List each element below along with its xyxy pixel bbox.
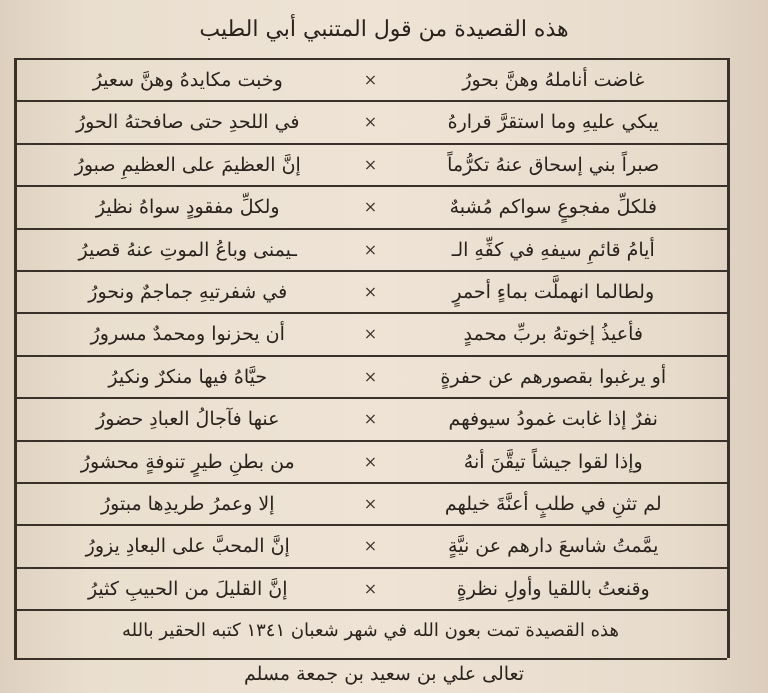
hemistich-separator: × (363, 409, 378, 429)
hemistich-separator: × (363, 451, 378, 471)
verse-row (14, 270, 727, 312)
poem-title: هذه القصيدة من قول المتنبي أبي الطيب (199, 17, 569, 42)
second-hemistich: في اللحدِ حتى صافحتهُ الحورُ (75, 111, 300, 134)
verse-row (14, 355, 727, 397)
verse-row (14, 228, 727, 270)
verse-row (14, 397, 727, 439)
verse-row (14, 567, 727, 609)
second-hemistich: في شفرتيهِ جماجمٌ ونحورُ (88, 281, 288, 303)
hemistich-separator: × (363, 494, 378, 513)
second-hemistich: إنَّ القليلَ من الحبيبِ كثيرُ (87, 577, 288, 600)
first-hemistich: ولطالما انهملَّت بماءٍ أحمرٍ (452, 281, 655, 303)
hemistich-separator: × (363, 536, 378, 556)
hemistich-separator: × (363, 282, 378, 301)
verse-row (14, 440, 727, 482)
verse-row (14, 58, 727, 100)
second-hemistich: إنَّ العظيمَ على العظيمِ صبورُ (74, 153, 301, 176)
verse-row (14, 100, 727, 142)
first-hemistich: أيامُ قائمِ سيفهِ في كفِّهِ الـ (451, 238, 655, 261)
verse-row (14, 312, 727, 354)
first-hemistich: صبراً بني إسحاق عنهُ تكرُّماً (447, 153, 660, 176)
second-hemistich: إلا وعمرُ طريدِها مبتورُ (100, 493, 275, 515)
hemistich-separator: × (363, 239, 378, 259)
second-hemistich: أن يحزنوا ومحمدٌ مسرورُ (90, 323, 285, 346)
verse-row (14, 482, 727, 524)
hemistich-separator: × (363, 366, 378, 386)
first-hemistich: أو يرغبوا بقصورهم عن حفرةٍ (440, 365, 667, 388)
first-hemistich: وقنعتُ باللقيا وأولِ نظرةٍ (456, 577, 650, 600)
hemistich-separator: × (363, 578, 378, 598)
second-hemistich: عنها فآجالُ العبادِ حضورُ (96, 408, 280, 431)
first-hemistich: فأعيذُ إخوتهُ بربِّ محمدٍ (463, 323, 643, 346)
first-hemistich: نفرٌ إذا غابت غمودُ سيوفهم (448, 408, 658, 431)
first-hemistich: غاضت أناملهُ وهنَّ بحورُ (462, 69, 645, 91)
hemistich-separator: × (363, 70, 378, 89)
second-hemistich: وخبت مكايدهُ وهنَّ سعيرُ (92, 69, 283, 91)
hemistich-separator: × (363, 197, 378, 217)
second-hemistich: من بطنِ طيرٍ تنوفةٍ محشورُ (80, 450, 295, 473)
first-hemistich: وإذا لقوا جيشاً تيقَّنَ أنهُ (463, 450, 643, 473)
second-hemistich: إنَّ المحبَّ على البعادِ يزورُ (85, 535, 290, 558)
verse-row (14, 524, 727, 566)
verse-row (14, 185, 727, 227)
second-hemistich: ولكلِّ مفقودٍ سواهُ نظيرُ (95, 196, 280, 219)
first-hemistich: لم تثنِ في طلبٍ أعنَّةَ خيلهم (444, 493, 662, 515)
hemistich-separator: × (363, 154, 378, 174)
first-hemistich: يبكي عليهِ وما استقرَّ قرارهُ (447, 111, 659, 134)
scribe-signature: تعالى علي بن سعيد بن جمعة مسلم (243, 663, 524, 685)
verse-row (14, 143, 727, 185)
first-hemistich: فلكلِّ مفجوعٍ سواكم مُشبهٌ (449, 196, 657, 219)
first-hemistich: يمَّمتُ شاسعَ دارهم عن نيَّةٍ (448, 535, 659, 558)
hemistich-separator: × (363, 324, 378, 344)
hemistich-separator: × (363, 112, 378, 132)
colophon: هذه القصيدة تمت بعون الله في شهر شعبان ١٣٤١ كتبه الحقير بالله (14, 609, 727, 651)
second-hemistich: ـيمنى وباعُ الموتِ عنهُ قصيرُ (78, 238, 297, 261)
second-hemistich: حيَّاهُ فيها منكرٌ ونكيرُ (108, 365, 268, 388)
